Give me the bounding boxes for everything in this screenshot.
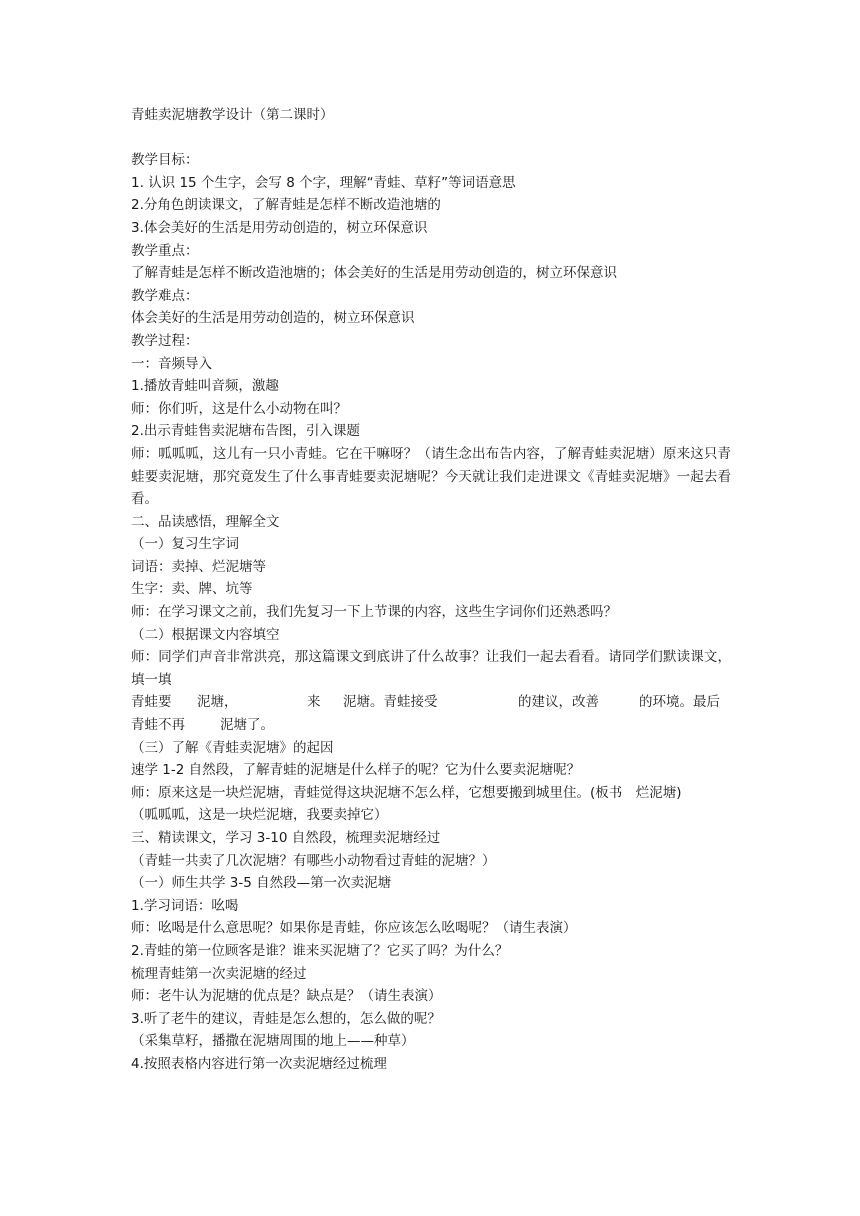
- paragraph: 师：呱呱呱，这儿有一只小青蛙。它在干嘛呀？（请生念出布告内容，了解青蛙卖泥塘）原来这只青蛙要卖泥塘，那究竟发生了什么事青蛙要卖泥塘呢？今天就让我们走进课文《青蛙卖泥塘》一起去看看。: [131, 445, 731, 508]
- text-line: （三）了解《青蛙卖泥塘》的起因: [131, 739, 334, 756]
- section-heading-process: 教学过程：: [131, 332, 199, 349]
- text-line: 1.学习词语：吆喝: [131, 897, 239, 914]
- fill-text: 泥塘了。: [220, 717, 274, 734]
- text-line: 师：你们听，这是什么小动物在叫？: [131, 400, 347, 417]
- paragraph: 师：同学们声音非常洪亮，那这篇课文到底讲了什么故事？让我们一起去看看。请同学们默读课文，填一填: [131, 649, 731, 688]
- fill-text: 来: [307, 694, 321, 711]
- section-heading-difficulty: 教学难点：: [131, 287, 199, 304]
- text-line: 师：老牛认为泥塘的优点是？缺点是？（请生表演）: [131, 988, 442, 1005]
- section-heading-focus: 教学重点：: [131, 242, 199, 259]
- text-line: 2.出示青蛙售卖泥塘布告图，引入课题: [131, 423, 360, 440]
- section-heading: 二、品读感悟，理解全文: [131, 513, 280, 530]
- fill-text: 青蛙不再: [131, 717, 185, 734]
- blank-line: [131, 127, 731, 150]
- text-line: 体会美好的生活是用劳动创造的，树立环保意识: [131, 310, 415, 327]
- text-line: （呱呱呱，这是一块烂泥塘，我要卖掉它）: [131, 807, 388, 824]
- fill-in-blank-line: [131, 691, 731, 714]
- text-line: 梳理青蛙第一次卖泥塘的经过: [131, 965, 307, 982]
- text-line: 1.播放青蛙叫音频，激趣: [131, 378, 279, 395]
- text-line: 4.按照表格内容进行第一次卖泥塘经过梳理: [131, 1055, 387, 1072]
- objective-item: 3.体会美好的生活是用劳动创造的，树立环保意识: [131, 219, 428, 236]
- paragraph: 师：原来这是一块烂泥塘，青蛙觉得这块泥塘不怎么样，它想要搬到城里住。(板书 烂泥塘): [131, 784, 682, 801]
- text-line: 速学 1-2 自然段，了解青蛙的泥塘是什么样子的呢？它为什么要卖泥塘呢？: [131, 762, 581, 779]
- text-line: 师：在学习课文之前，我们先复习一下上节课的内容，这些生字词你们还熟悉吗？: [131, 604, 617, 621]
- fill-text: 泥塘，: [197, 694, 238, 711]
- fill-text: 青蛙要: [131, 694, 172, 711]
- fill-text: 的建议，改善: [518, 694, 599, 711]
- text-line: 词语：卖掉、烂泥塘等: [131, 558, 266, 575]
- objective-item: 1. 认识 15 个生字，会写 8 个字，理解“青蛙、草籽”等词语意思: [131, 174, 516, 191]
- text-line: 3.听了老牛的建议，青蛙是怎么想的，怎么做的呢？: [131, 1010, 441, 1027]
- fill-text: 的环境。最后: [639, 694, 720, 711]
- text-line: 2.青蛙的第一位顾客是谁？谁来买泥塘了？它买了吗？为什么？: [131, 942, 509, 959]
- text-line: 师：吆喝是什么意思呢？如果你是青蛙，你应该怎么吆喝呢？（请生表演）: [131, 920, 577, 937]
- text-line: （一）师生共学 3-5 自然段—第一次卖泥塘: [131, 875, 392, 892]
- text-line: （二）根据课文内容填空: [131, 626, 280, 643]
- text-line: （一）复习生字词: [131, 536, 239, 553]
- objective-item: 2.分角色朗读课文，了解青蛙是怎样不断改造池塘的: [131, 197, 441, 214]
- document-title: 青蛙卖泥塘教学设计（第二课时）: [131, 107, 334, 123]
- text-line: （采集草籽，播撒在泥塘周围的地上——种草）: [131, 1033, 415, 1050]
- fill-text: 泥塘。青蛙接受: [343, 694, 438, 711]
- section-heading-objectives: 教学目标：: [131, 152, 199, 169]
- fill-in-blank-line: [131, 714, 731, 737]
- document-body: [131, 104, 731, 1076]
- section-heading: 三、精读课文，学习 3-10 自然段，梳理卖泥塘经过: [131, 830, 441, 846]
- text-line: 生字：卖、牌、坑等: [131, 581, 253, 598]
- text-line: 一：音频导入: [131, 355, 212, 372]
- text-line: 了解青蛙是怎样不断改造池塘的；体会美好的生活是用劳动创造的，树立环保意识: [131, 265, 617, 282]
- text-line: （青蛙一共卖了几次泥塘？有哪些小动物看过青蛙的泥塘？）: [131, 852, 496, 869]
